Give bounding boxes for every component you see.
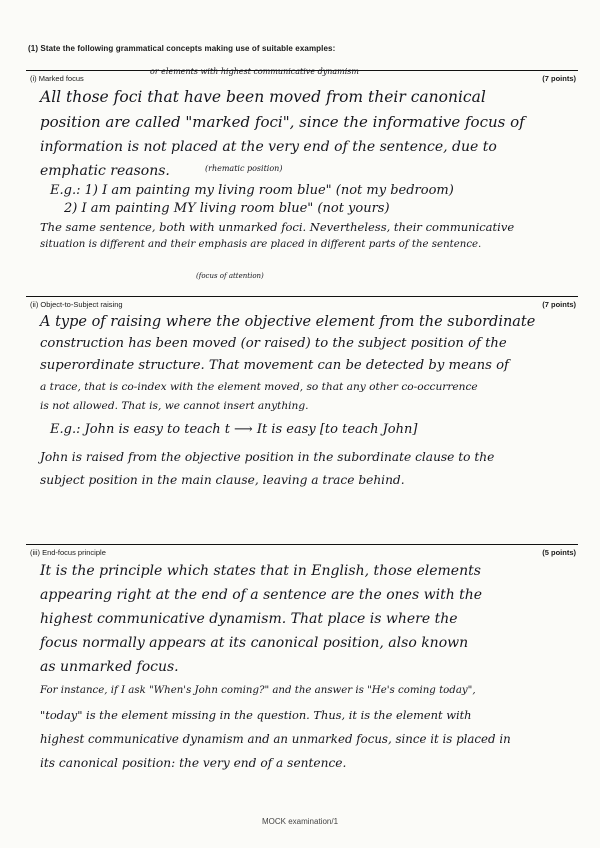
answer-line: "today" is the element missing in the question. Thus, it is the element with <box>40 708 472 722</box>
answer-line: All those foci that have been moved from their canonical <box>40 88 486 106</box>
answer-line: highest communicative dynamism. That place is where the <box>40 611 458 627</box>
answer-line: information is not placed at the very end of the sentence, due to <box>40 139 497 155</box>
answer-line: emphatic reasons. <box>40 163 170 179</box>
section-points: (7 points) <box>542 74 576 83</box>
answer-line: The same sentence, both with unmarked foci. Nevertheless, their communicative <box>40 220 515 234</box>
answer-line: For instance, if I ask "When's John coming?" and the answer is "He's coming today", <box>40 685 476 696</box>
section-title: (i) Marked focus <box>30 74 84 83</box>
answer-line: its canonical position: the very end of a sentence. <box>40 756 347 770</box>
answer-line: position are called "marked foci", since the informative focus of <box>40 113 525 131</box>
answer-line: construction has been moved (or raised) to the subject position of the <box>40 336 507 351</box>
answer-line: is not allowed. That is, we cannot insert anything. <box>40 400 309 412</box>
answer-line: A type of raising where the objective element from the subordinate <box>40 314 536 330</box>
answer-line: highest communicative dynamism and an unmarked focus, since it is placed in <box>40 732 511 746</box>
section-points: (7 points) <box>542 300 576 309</box>
section-object-to-subject-raising <box>26 296 578 491</box>
section-points: (5 points) <box>542 548 576 557</box>
handwritten-answer <box>26 311 578 491</box>
insertion-note: or elements with highest communicative dynamism <box>150 67 359 76</box>
insertion-note: (focus of attention) <box>196 272 264 280</box>
section-marked-focus <box>26 70 578 254</box>
answer-line: John is raised from the objective position in the subordinate clause to the <box>40 450 495 464</box>
example-line: E.g.: John is easy to teach t ⟶ It is easy [to teach John] <box>50 422 418 437</box>
insertion-note: (rhematic position) <box>205 164 283 173</box>
section-title: (iii) End-focus principle <box>30 548 106 557</box>
handwritten-answer <box>26 559 578 775</box>
section-title: (ii) Object-to-Subject raising <box>30 300 123 309</box>
page-footer: MOCK examination/1 <box>261 817 339 826</box>
answer-line: focus normally appears at its canonical position, also known <box>40 635 469 651</box>
exam-instruction: (1) State the following grammatical concepts making use of suitable examples: <box>28 44 336 53</box>
answer-line: subject position in the main clause, leaving a trace behind. <box>40 473 405 487</box>
section-end-focus-principle <box>26 544 578 775</box>
answer-line: a trace, that is co-index with the element moved, so that any other co-occurrence <box>40 381 478 393</box>
handwritten-answer <box>26 85 578 254</box>
answer-line: superordinate structure. That movement can be detected by means of <box>40 358 509 373</box>
answer-line: situation is different and their emphasis are placed in different parts of the sentence. <box>40 239 482 250</box>
example-line: E.g.: 1) I am painting my living room blue" (not my bedroom) <box>50 183 454 198</box>
answer-line: It is the principle which states that in English, those elements <box>40 563 481 579</box>
example-line: 2) I am painting MY living room blue" (not yours) <box>64 201 390 216</box>
answer-line: as unmarked focus. <box>40 659 179 675</box>
answer-line: appearing right at the end of a sentence are the ones with the <box>40 587 483 603</box>
